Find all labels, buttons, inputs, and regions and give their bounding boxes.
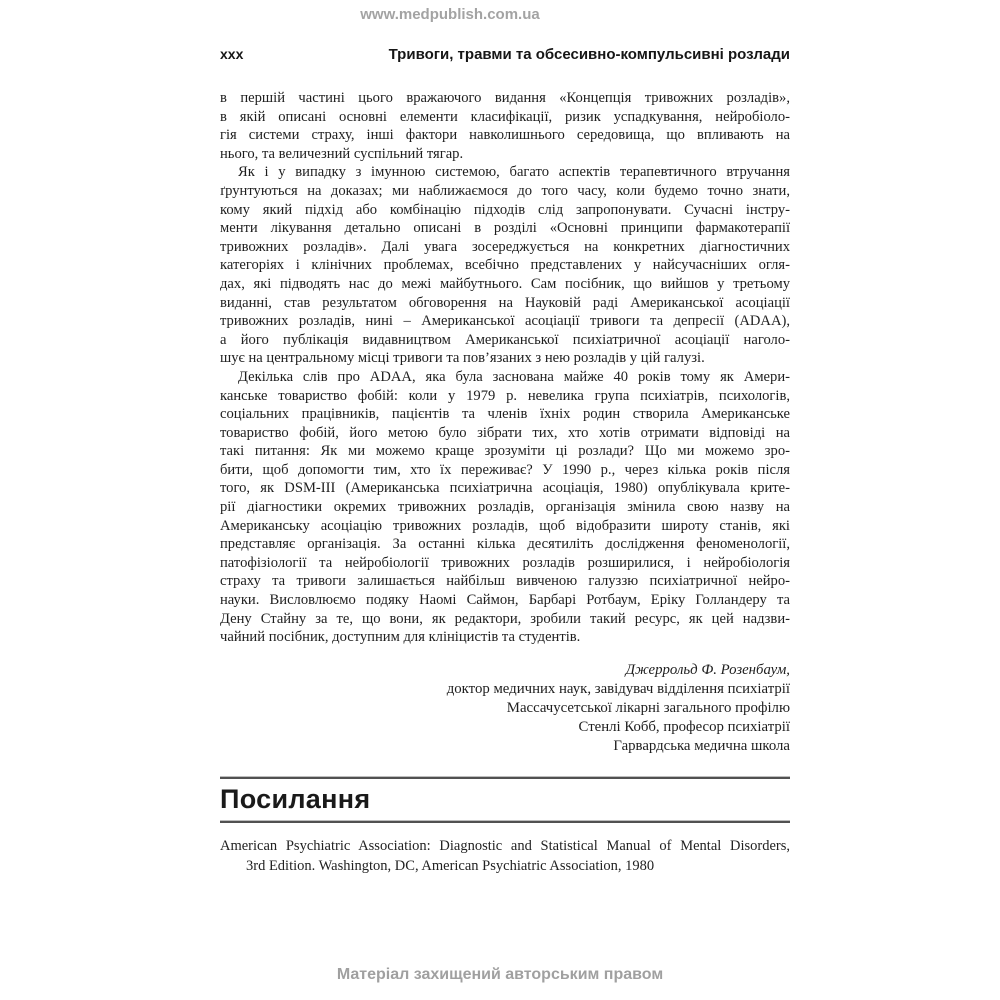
body-line: категоріях і клінічних проблемах, всебічно представлених у найсучасніших огля- <box>220 257 790 274</box>
body-line: виданні, став результатом обговорення на Науковій раді Американської асоціації <box>220 294 790 311</box>
site-watermark: www.medpublish.com.ua <box>360 6 540 23</box>
signature-block <box>220 661 790 756</box>
signature-line: Массачусетської лікарні загального профілю <box>506 700 790 716</box>
body-line: в якій описані основні елементи класифікації, ризик успадкування, нейробіоло- <box>220 108 790 125</box>
body-line: патофізіології та нейробіології тривожних розладів розширилися, і нейробіологія <box>220 554 790 571</box>
signature-line: доктор медичних наук, завідувач відділення психіатрії <box>446 681 790 697</box>
section-rule-top <box>220 776 790 779</box>
body-line: Американську асоціацію тривожних розладів, щоб відобразити широту станів, які <box>220 517 790 534</box>
body-line: менти лікування детально описані в розділі «Основні принципи фармакотерапії <box>220 220 790 237</box>
body-line: нього, та величезний суспільний тягар. <box>220 145 464 162</box>
body-text <box>220 89 790 647</box>
body-line: Декілька слів про ADAA, яка була заснована майже 40 років тому як Амери- <box>238 368 790 385</box>
reference-line: American Psychiatric Association: Diagnostic and Statistical Manual of Mental Disorders, <box>220 838 790 854</box>
body-line: Дену Стайну за те, що вони, як редактори, зробили такий ресурс, як цей надзви- <box>220 610 790 627</box>
body-line: канське товариство фобій: коли у 1979 р. невелика група психіатрів, психологів, <box>220 387 790 404</box>
body-line: того, як DSM-III (Американська психіатрична асоціація, 1980) опублікувала крите- <box>220 480 790 497</box>
body-line: ґрунтуються на доказах; ми наближаємося до того часу, коли будемо точно знати, <box>220 182 790 199</box>
references-heading: Посилання <box>220 784 371 814</box>
body-line: Як і у випадку з імунною системою, багато аспектів терапевтичного втручання <box>238 164 790 181</box>
body-line: кому який підхід або комбінацію підходів слід запропонувати. Сучасні інстру- <box>220 201 790 218</box>
body-line: в першій частині цього вражаючого видання «Концепція тривожних розладів», <box>220 90 790 106</box>
signature-author: Джеррольд Ф. Розенбаум, <box>625 662 790 678</box>
body-line: такі питання: Як ми можемо краще зрозуміти ці розлади? Що ми можемо зро- <box>220 443 790 460</box>
body-line: соціальних працівників, пацієнтів та членів їхніх родин створила Американське <box>220 406 790 423</box>
body-line: науки. Висловлюємо подяку Наомі Саймон, Барбарі Ротбаум, Еріку Голландеру та <box>220 592 790 609</box>
copyright-watermark: Матеріал захищений авторським правом <box>336 966 664 983</box>
body-line: тривожних розладів». Далі увага зосереджується на конкретних діагностичних <box>220 238 790 255</box>
section-rule-bottom <box>220 820 790 823</box>
body-line: бити, щоб допомогти тим, хто їх переживає? У 1990 р., через кілька років після <box>220 461 790 478</box>
body-line: тривожних розладів, нині – Американської асоціації тривоги та депресії (ADAA), <box>220 313 790 330</box>
body-line: дах, які підводять нас до межі майбутнього. Сам посібник, що вийшов у третьому <box>220 275 790 292</box>
body-line: гія системи страху, інші фактори навколишнього середовища, що впливають на <box>220 127 790 144</box>
body-line: рії діагностики окремих тривожних розладів, організація змінила свою назву на <box>220 499 790 516</box>
signature-line: Гарвардська медична школа <box>613 738 790 754</box>
running-title: Тривоги, травми та обсесивно-компульсивні розлади <box>388 46 790 63</box>
paragraph <box>220 89 790 163</box>
page-header <box>220 46 790 63</box>
body-line: шує на центральному місці тривоги та пов’язаних з нею розладів у цій галузі. <box>220 350 705 367</box>
paragraph <box>220 163 790 368</box>
signature-line: Стенлі Кобб, професор психіатрії <box>578 719 790 735</box>
reference-line: 3rd Edition. Washington, DC, American Psychiatric Association, 1980 <box>246 857 655 874</box>
references-section <box>220 776 790 876</box>
body-line: представляє організація. За останні кілька десятиліть дослідження феноменології, <box>220 536 790 553</box>
body-line: чайний посібник, доступним для клініцистів та студентів. <box>220 629 581 646</box>
signature-lines <box>220 680 790 756</box>
body-line: товариство фобій, його метою було зібрати тих, хто хотів отримати відповіді на <box>220 424 790 441</box>
body-line: а його публікація видавництвом Американської психіатричної асоціації наголо- <box>220 331 790 348</box>
reference-entries <box>220 837 790 876</box>
paragraph <box>220 368 790 647</box>
page-number: xxx <box>220 46 244 62</box>
body-line: страху та тривоги залишається найбільш вивченою галуззю психіатричної нейро- <box>220 573 790 590</box>
